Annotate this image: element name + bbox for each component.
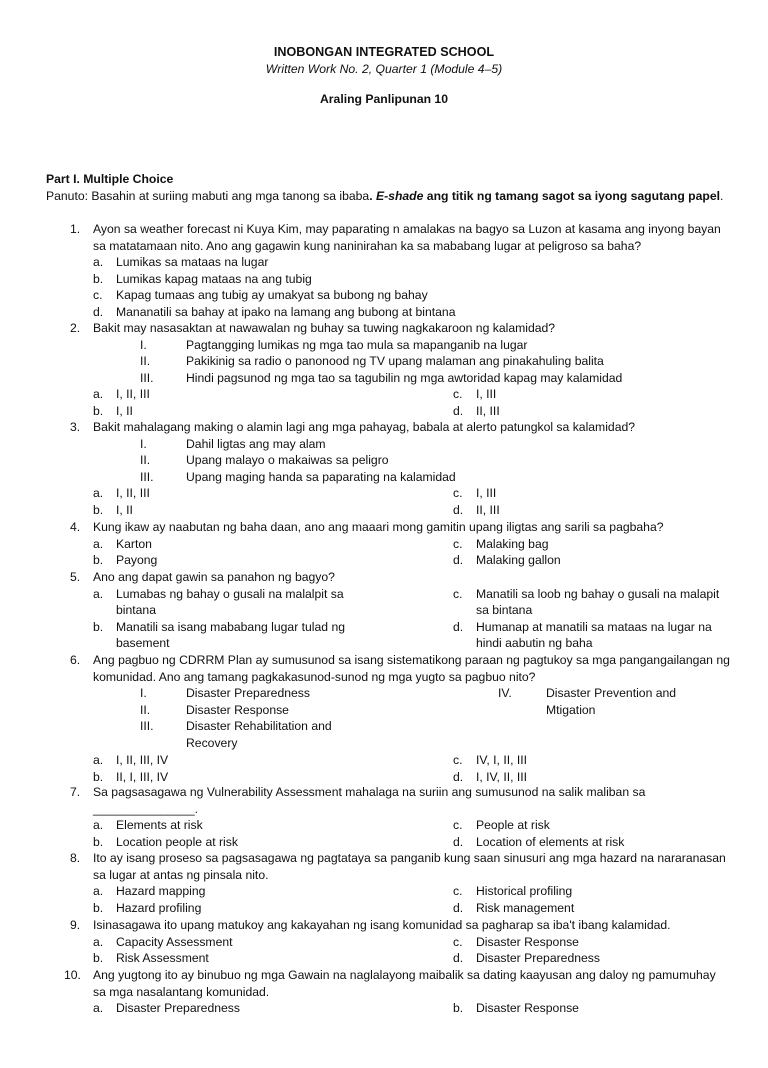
option-text: Mananatili sa bahay at ipako na lamang ang bubong at bintana — [116, 304, 456, 319]
option-text: People at risk — [476, 818, 550, 833]
option-text: I, II — [116, 502, 133, 517]
school-name: INOBONGAN INTEGRATED SCHOOL — [273, 45, 495, 59]
question-2 — [70, 320, 730, 420]
option-letter: d. — [453, 951, 464, 966]
option-text: Disaster Preparedness — [476, 951, 600, 966]
option-text: Malaking gallon — [476, 553, 561, 568]
directions-dot: . — [369, 189, 376, 203]
option-text: Humanap at manatili sa mataas na lugar na hindi aabutin ng baha — [476, 619, 712, 651]
option-letter: a. — [93, 255, 104, 270]
option-text: I, II, III — [116, 387, 150, 402]
option-letter: b. — [93, 769, 104, 784]
option-row-bd — [70, 619, 730, 652]
option-text: Risk management — [476, 900, 575, 915]
option-letter: a. — [93, 586, 104, 601]
subject-title: Araling Panlipunan 10 — [320, 92, 448, 107]
question-8 — [70, 850, 730, 916]
exam-page — [0, 44, 768, 1068]
question-text: Ito ay isang proseso sa pagsasagawa ng pagtataya sa panganib kung saan sinusuri ang mga hazard na nararanasan sa lugar at antas ng pinsala nito. — [93, 851, 726, 882]
option-row-bd — [70, 552, 730, 569]
option-row-ab — [70, 1000, 730, 1017]
option-row-bd — [70, 834, 730, 851]
directions-rest: ang titik ng tamang sagot sa iyong sagutang papel — [423, 189, 721, 203]
question-number: 9. — [70, 918, 81, 932]
roman-numeral: II. — [140, 702, 151, 717]
option-c — [70, 287, 730, 304]
roman-item-1 — [70, 436, 730, 453]
option-row-ac — [70, 883, 730, 900]
option-text: Disaster Preparedness — [116, 1001, 240, 1016]
option-letter: d. — [453, 900, 464, 915]
option-row-bd — [70, 950, 730, 967]
option-text: Hazard mapping — [116, 884, 206, 899]
roman-item-3 — [70, 370, 730, 387]
directions-end: . — [720, 189, 724, 203]
roman-text: Disaster Response — [186, 702, 289, 717]
question-number: 1. — [70, 222, 81, 236]
option-letter: a. — [93, 934, 104, 949]
option-letter: a. — [93, 818, 104, 833]
option-text: Payong — [116, 553, 158, 568]
question-3 — [70, 419, 730, 519]
option-row-bd — [70, 769, 730, 786]
option-letter: d. — [453, 502, 464, 517]
option-letter: b. — [453, 1001, 464, 1016]
roman-text: Disaster Rehabilitation and Recovery — [186, 719, 332, 750]
option-text: Manatili sa loob ng bahay o gusali na malapit sa bintana — [476, 586, 720, 618]
roman-numeral: II. — [140, 354, 151, 369]
roman-text: Upang maging handa sa paparating na kalamidad — [186, 469, 456, 484]
option-letter: b. — [93, 619, 104, 634]
question-text: Sa pagsasagawa ng Vulnerability Assessment mahalaga na suriin ang sumusunod na salik maliban sa — [93, 785, 646, 799]
option-row-ac — [70, 485, 730, 502]
option-text: Lumabas ng bahay o gusali na malalpit sa bintana — [116, 586, 344, 618]
option-text: Risk Assessment — [116, 951, 209, 966]
option-letter: d. — [93, 304, 104, 319]
option-d — [70, 304, 730, 321]
roman-text: Disaster Prevention and Mtigation — [546, 686, 677, 717]
option-a — [70, 254, 730, 271]
option-letter: a. — [93, 1001, 104, 1016]
option-letter: c. — [453, 486, 463, 501]
option-letter: a. — [93, 536, 104, 551]
option-letter: a. — [93, 387, 104, 402]
option-row-ac — [70, 817, 730, 834]
question-number: 10. — [64, 968, 81, 982]
question-number: 5. — [70, 570, 81, 584]
option-text: Manatili sa isang mababang lugar tulad ng basement — [116, 619, 346, 651]
roman-item-3 — [70, 469, 730, 486]
work-title: Written Work No. 2, Quarter 1 (Module 4–5) — [265, 61, 503, 76]
roman-item-1 — [70, 337, 730, 354]
option-row-bd — [70, 403, 730, 420]
option-text: I, II — [116, 403, 133, 418]
question-text: Ang yugtong ito ay binubuo ng mga Gawain na naglalayong maibalik sa dating kaayusan ang daloy ng pamumuhay sa mga nasalantang komunidad. — [93, 968, 716, 999]
option-row-bd — [70, 900, 730, 917]
option-text: I, IV, II, III — [476, 769, 528, 784]
roman-numeral: IV. — [498, 686, 512, 701]
roman-item-2 — [70, 353, 730, 370]
option-letter: b. — [93, 403, 104, 418]
option-text: Kapag tumaas ang tubig ay umakyat sa bubong ng bahay — [116, 288, 428, 303]
option-row-ac — [70, 934, 730, 951]
roman-text: Upang malayo o makaiwas sa peligro — [186, 453, 389, 468]
question-number: 8. — [70, 851, 81, 865]
question-text: Isinasagawa ito upang matukoy ang kakayahan ng isang komunidad sa pagharap sa iba't ibang kalamidad. — [93, 918, 671, 932]
option-letter: c. — [453, 753, 463, 768]
option-text: Malaking bag — [476, 536, 549, 551]
option-text: Lumikas sa mataas na lugar — [116, 255, 269, 270]
option-letter: d. — [453, 769, 464, 784]
roman-text: Dahil ligtas ang may alam — [186, 436, 326, 451]
option-row-ac — [70, 386, 730, 403]
roman-numeral: III. — [140, 370, 154, 385]
part-title: Part I. Multiple Choice — [46, 172, 174, 186]
option-letter: b. — [93, 951, 104, 966]
question-7 — [70, 784, 730, 850]
option-letter: b. — [93, 553, 104, 568]
question-number: 3. — [70, 420, 81, 434]
option-text: I, III — [476, 486, 497, 501]
directions-emph — [376, 189, 720, 203]
question-text: Kung ikaw ay naabutan ng baha daan, ano ang maaari mong gamitin upang iligtas ang sarili sa pagbaha? — [93, 520, 664, 534]
option-letter: b. — [93, 271, 104, 286]
option-letter: c. — [453, 387, 463, 402]
option-letter: c. — [453, 884, 463, 899]
option-text: IV, I, II, III — [476, 753, 528, 768]
question-number: 2. — [70, 321, 81, 335]
question-text: Ang pagbuo ng CDRRM Plan ay sumusunod sa isang sistematikong paraan ng pagtukoy sa mga pangangailangan ng komunidad. Ano ang tamang pagkakasunod-sunod ng mga yugto sa pagbuo nito? — [93, 653, 730, 684]
roman-text: Disaster Preparedness — [186, 686, 310, 701]
option-row-ac — [70, 536, 730, 553]
question-text: Ayon sa weather forecast ni Kuya Kim, may paparating n amalakas na bagyo sa Luzon at kasama ang inyong bayan sa matatamaan nito. Ano ang gagawin kung naninirahan ka sa mababang lugar at peligroso sa baha? — [93, 222, 721, 253]
header — [0, 44, 768, 108]
option-text: Capacity Assessment — [116, 934, 233, 949]
option-row-ac — [70, 586, 730, 619]
question-number: 4. — [70, 520, 81, 534]
question-1 — [70, 221, 730, 321]
question-9 — [70, 917, 730, 967]
question-10 — [64, 967, 730, 1017]
roman-numeral: III. — [140, 719, 154, 734]
question-number: 6. — [70, 653, 81, 667]
option-letter: c. — [453, 536, 463, 551]
option-letter: b. — [93, 900, 104, 915]
roman-numeral: II. — [140, 453, 151, 468]
option-letter: a. — [93, 884, 104, 899]
option-row-bd — [70, 502, 730, 519]
option-row-ac — [70, 752, 730, 769]
question-5 — [70, 569, 730, 652]
question-text: Bakit mahalagang making o alamin lagi ang mga pahayag, babala at alerto patungkol sa kalamidad? — [93, 420, 636, 434]
option-text: Elements at risk — [116, 818, 203, 833]
question-6 — [70, 652, 730, 785]
option-b — [70, 271, 730, 288]
answer-blank: _______________. — [93, 801, 199, 816]
option-text: Location of elements at risk — [476, 834, 625, 849]
option-text: I, II, III — [116, 486, 150, 501]
roman-list — [70, 685, 730, 752]
option-text: II, I, III, IV — [116, 769, 169, 784]
question-number: 7. — [70, 785, 81, 799]
option-letter: b. — [93, 502, 104, 517]
roman-text: Pagtangging lumikas ng mga tao mula sa mapanganib na lugar — [186, 337, 528, 352]
directions-eshade: E-shade — [375, 189, 424, 203]
question-4 — [70, 519, 730, 569]
option-letter: d. — [453, 403, 464, 418]
roman-text: Hindi pagsunod ng mga tao sa tagubilin ng mga awtoridad kapag may kalamidad — [186, 370, 623, 385]
option-text: Location people at risk — [116, 834, 238, 849]
roman-numeral: III. — [140, 469, 154, 484]
option-text: I, II, III, IV — [116, 753, 169, 768]
option-text: Disaster Response — [476, 934, 579, 949]
option-text: II, III — [476, 403, 500, 418]
option-letter: c. — [453, 934, 463, 949]
option-letter: c. — [93, 288, 103, 303]
option-letter: a. — [93, 753, 104, 768]
option-text: Hazard profiling — [116, 900, 202, 915]
roman-item-2 — [70, 452, 730, 469]
option-text: I, III — [476, 387, 497, 402]
question-text: Bakit may nasasaktan at nawawalan ng buhay sa tuwing nagkakaroon ng kalamidad? — [93, 321, 556, 335]
option-text: II, III — [476, 502, 500, 517]
option-letter: c. — [453, 818, 463, 833]
directions — [46, 188, 723, 205]
option-letter: d. — [453, 619, 464, 634]
option-letter: a. — [93, 486, 104, 501]
option-letter: b. — [93, 834, 104, 849]
option-text: Historical profiling — [476, 884, 573, 899]
question-text: Ano ang dapat gawin sa panahon ng bagyo? — [93, 570, 335, 584]
roman-numeral: I. — [140, 686, 147, 701]
option-letter: d. — [453, 553, 464, 568]
option-letter: d. — [453, 834, 464, 849]
roman-numeral: I. — [140, 436, 147, 451]
directions-lead: Panuto: Basahin at suriing mabuti ang mga tanong sa ibaba — [46, 189, 370, 203]
option-text: Karton — [116, 536, 152, 551]
roman-text: Pakikinig sa radio o panonood ng TV upang malaman ang pinakahuling balita — [186, 354, 604, 369]
roman-numeral: I. — [140, 337, 147, 352]
option-letter: c. — [453, 586, 463, 601]
option-text: Lumikas kapag mataas na ang tubig — [116, 271, 312, 286]
option-text: Disaster Response — [476, 1001, 579, 1016]
